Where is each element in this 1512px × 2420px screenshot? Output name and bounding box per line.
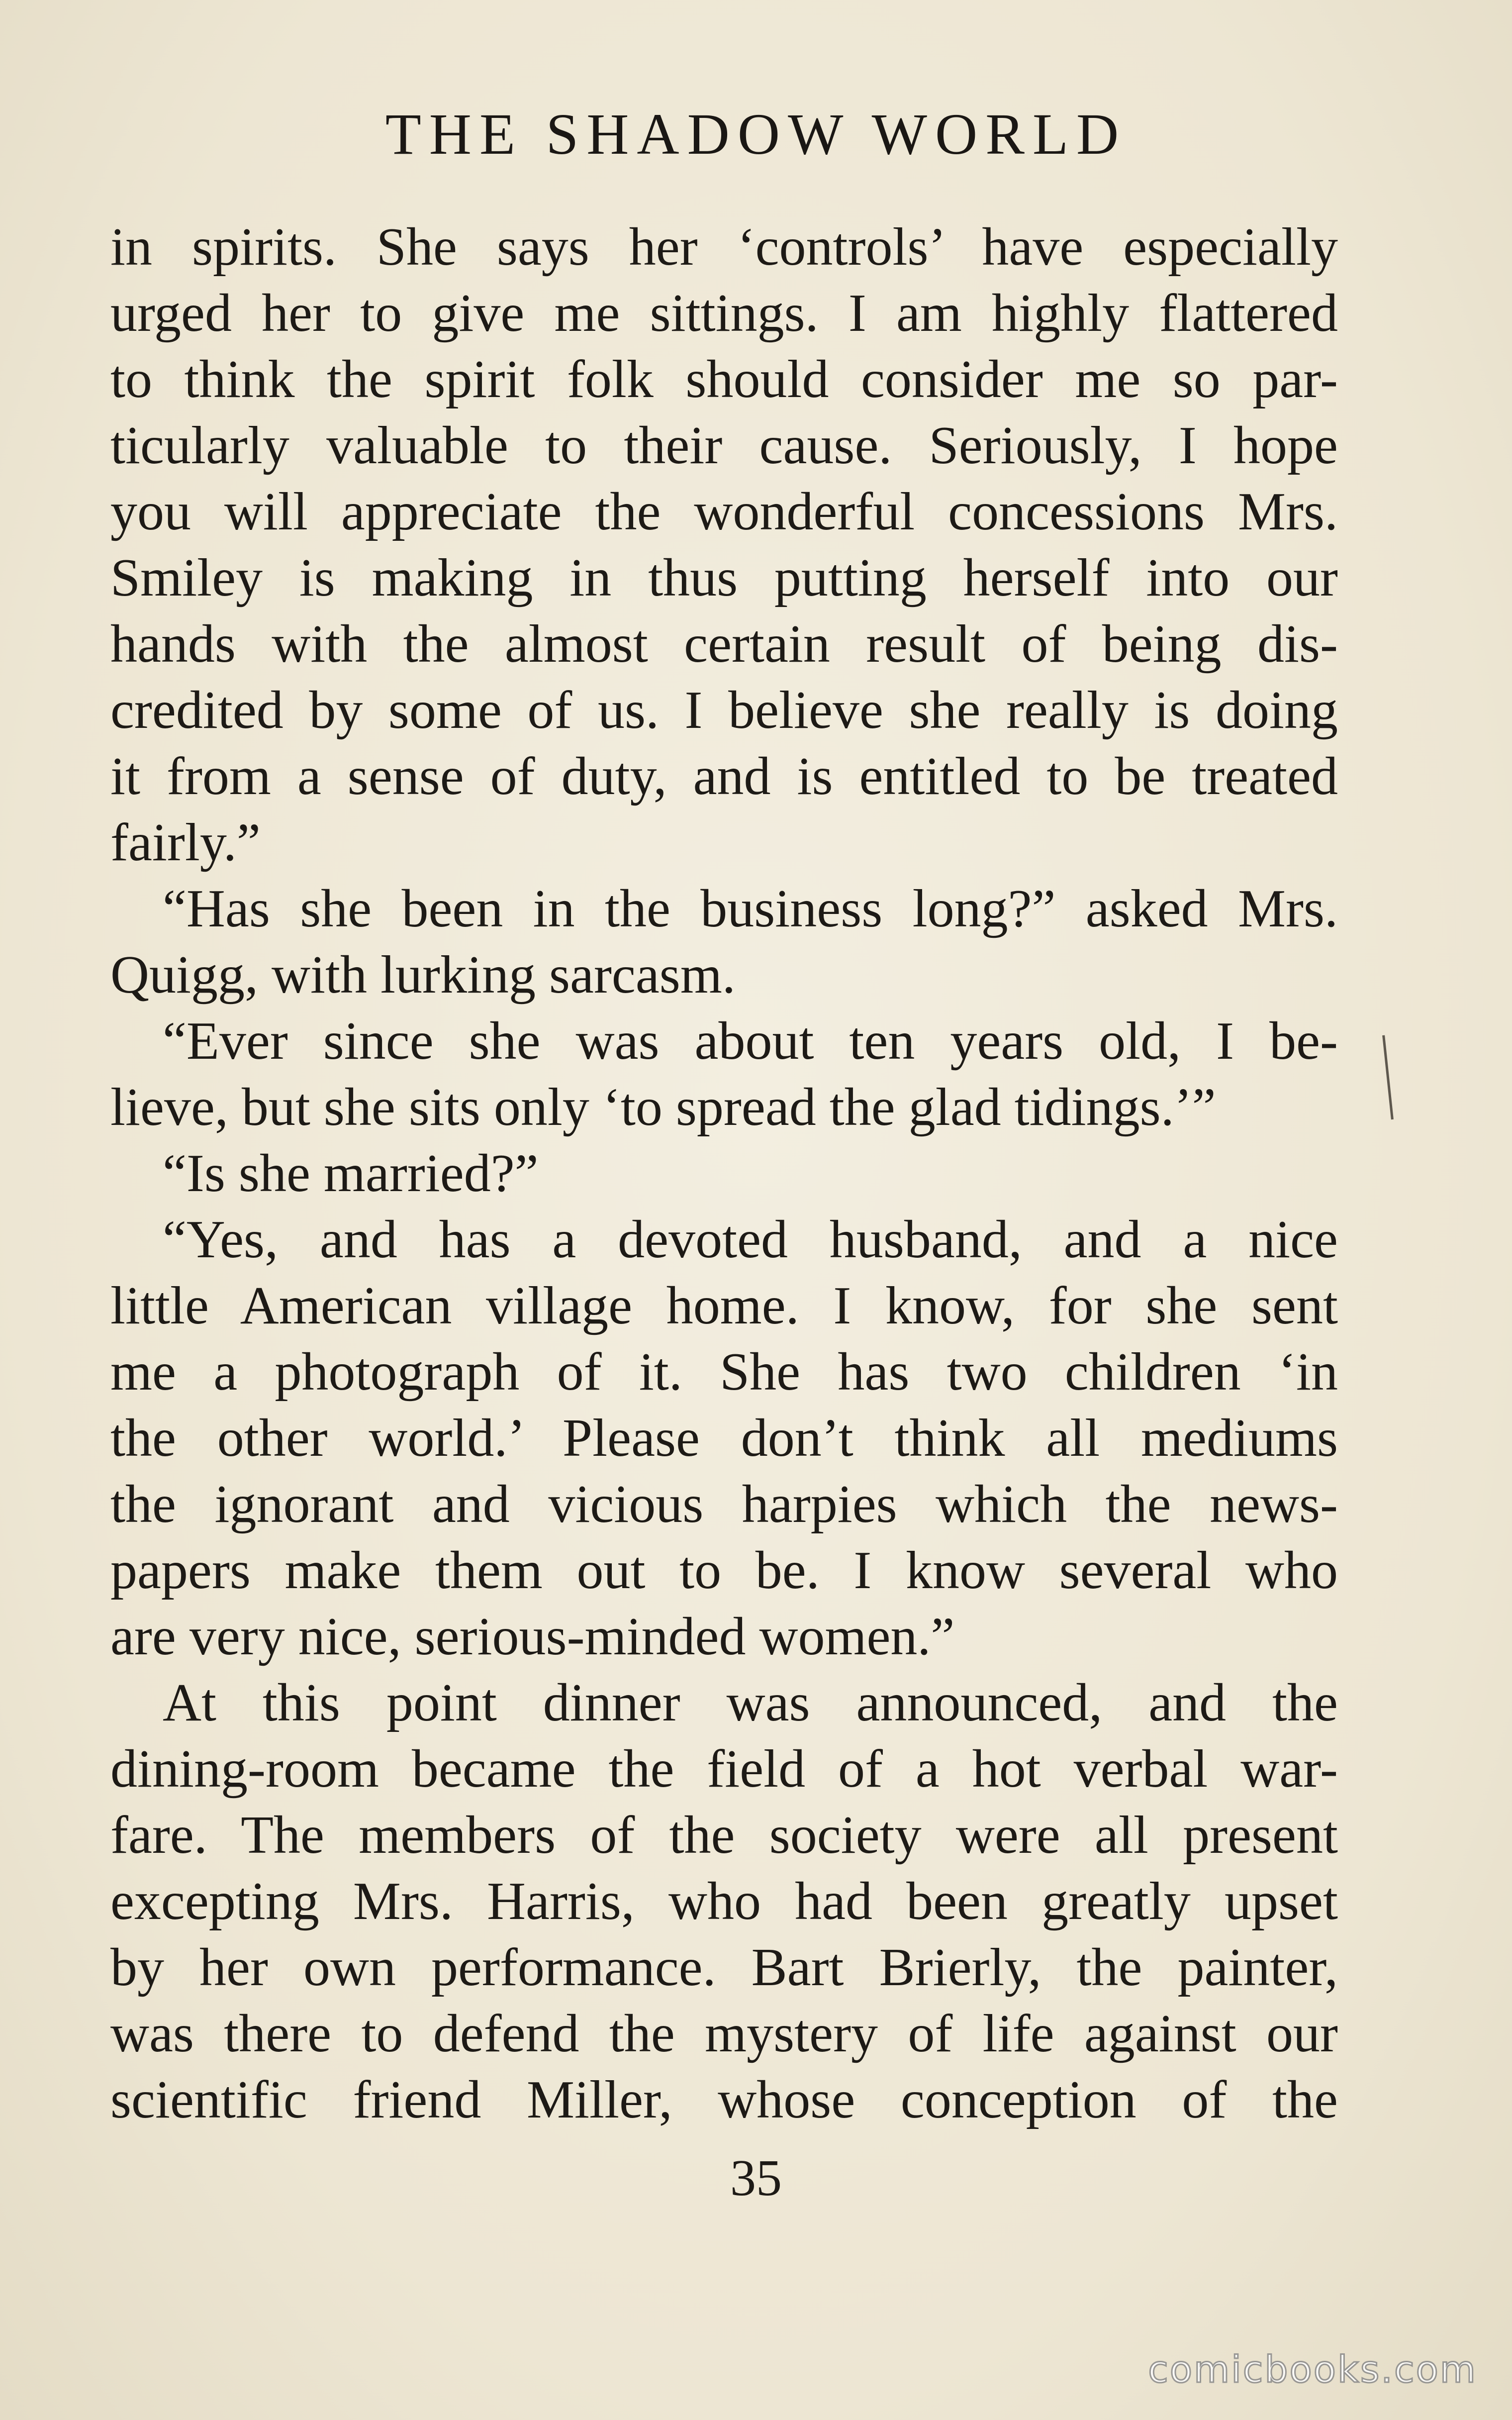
text-line: lieve, but she sits only ‘to spread the glad tidings.’” — [110, 1078, 1216, 1137]
text-line: by her own performance. Bart Brierly, the painter, — [110, 1938, 1338, 1997]
text-line: hands with the almost certain result of being dis- — [110, 614, 1338, 674]
text-line: to think the spirit folk should consider me so par- — [110, 350, 1338, 409]
watermark: comicbooks.com — [1148, 2348, 1477, 2391]
text-line: Quigg, with lurking sarcasm. — [110, 945, 736, 1005]
margin-mark — [1382, 1035, 1398, 1119]
text-line: “Ever since she was about ten years old, I be- — [163, 1011, 1338, 1071]
text-line: in spirits. She says her ‘controls’ have especially — [110, 217, 1338, 277]
text-line: At this point dinner was announced, and the — [163, 1673, 1338, 1732]
text-line: fare. The members of the society were all present — [110, 1806, 1338, 1865]
text-line: ticularly valuable to their cause. Seriously, I hope — [110, 416, 1338, 475]
text-line: little American village home. I know, for she sent — [110, 1276, 1338, 1335]
text-line: me a photograph of it. She has two children ‘in — [110, 1342, 1338, 1402]
text-line: papers make them out to be. I know several who — [110, 1541, 1338, 1600]
text-line: “Is she married?” — [163, 1144, 539, 1203]
text-line: fairly.” — [110, 813, 261, 872]
text-line: dining-room became the field of a hot verbal war- — [110, 1739, 1338, 1799]
text-line: credited by some of us. I believe she really is doing — [110, 681, 1338, 740]
text-line: scientific friend Miller, whose conception of the — [110, 2070, 1338, 2129]
text-line: urged her to give me sittings. I am highly flattered — [110, 284, 1338, 343]
text-line: the ignorant and vicious harpies which the news- — [110, 1475, 1338, 1534]
text-line: was there to defend the mystery of life against our — [110, 2004, 1338, 2063]
page-number: 35 — [730, 2149, 782, 2207]
text-line: the other world.’ Please don’t think all mediums — [110, 1409, 1338, 1468]
text-line: are very nice, serious-minded women.” — [110, 1607, 955, 1666]
running-head: THE SHADOW WORLD — [385, 101, 1127, 167]
text-line: it from a sense of duty, and is entitled to be treated — [110, 747, 1338, 806]
text-line: “Has she been in the business long?” asked Mrs. — [163, 879, 1338, 938]
text-line: excepting Mrs. Harris, who had been greatly upset — [110, 1872, 1338, 1931]
body-text — [110, 214, 1338, 2133]
text-line: you will appreciate the wonderful concessions Mrs. — [110, 482, 1338, 541]
text-line: “Yes, and has a devoted husband, and a nice — [163, 1210, 1338, 1269]
text-line: Smiley is making in thus putting herself into our — [110, 548, 1338, 607]
